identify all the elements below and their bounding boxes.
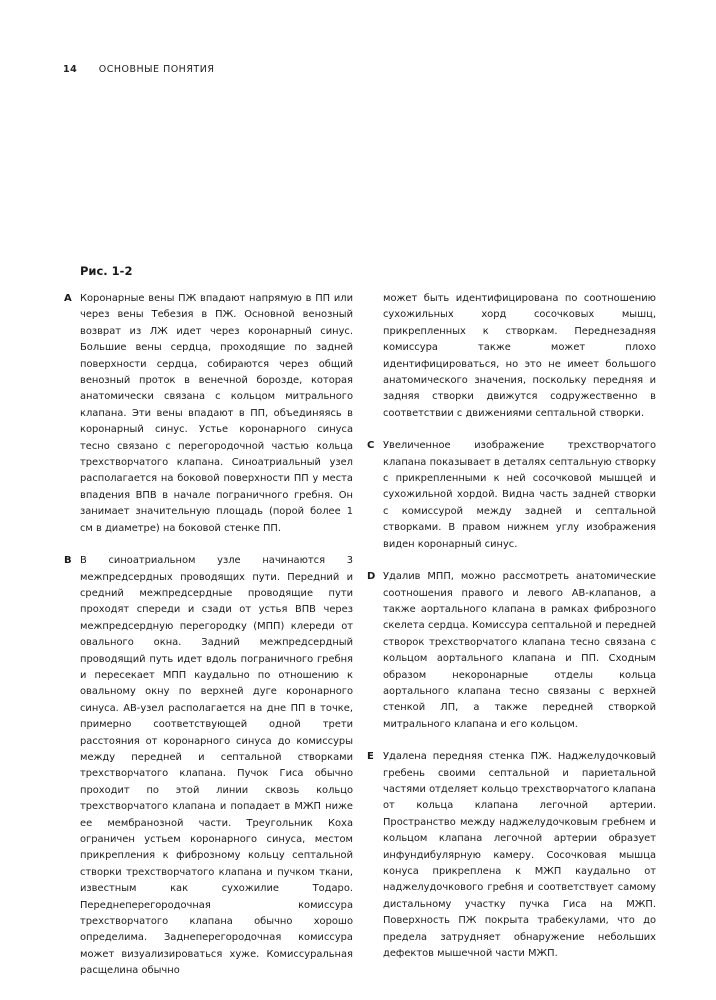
page-number: 14 xyxy=(63,64,78,75)
paragraph-text: В синоатриальном узле начинаются 3 межпредсердных проводящих пути. Передний и средний межпредсердные проводящие пути проходят спереди и сзади от устья ВПВ через межпредсердную перегородку (МПП) клереди от овального окна. Задний межпредсердный проводящий путь идет вдоль пограничного гребня и пересекает МПП каудально по отношению к овальному окну по верхней дуге коронарного синуса. АВ-узел располагается на дне ПП в точке, примерно соответствующей одной трети расстояния от коронарного синуса до комиссуры между передней и септальной створками трехстворчатого клапана. Пучок Гиса обычно проходит по этой линии сквозь кольцо трехстворчатого клапана и попадает в МЖП ниже ее мембранозной части. Треугольник Коха ограничен устьем коронарного синуса, местом прикрепления к фиброзному кольцу септальной створки трехстворчатого клапана и пучком ткани, известным как сухожилие Тодаро. Переднеперегородочная комиссура трехстворчатого клапана обычно хорошо определима. Заднеперегородочная комиссура может визуализироваться хуже. Комиссуральная расщелина обычно xyxy=(80,555,353,977)
paragraph-letter: E xyxy=(367,751,374,763)
section-title: ОСНОВНЫЕ ПОНЯТИЯ xyxy=(98,64,215,75)
paragraph-c xyxy=(367,438,656,553)
page-header xyxy=(63,64,214,75)
paragraph-letter: A xyxy=(64,293,72,304)
paragraph-text: Увеличенное изображение трехстворчатого клапана показывает в деталях септальную створку с прикрепленными к ней сосочковой мышцей и сухожильной хордой. Видна часть задней створки с комиссурой между задней и септальной створками. В правом нижнем углу изображения виден коронарный синус. xyxy=(383,440,656,550)
paragraph-text: Коронарные вены ПЖ впадают напрямую в ПП или через вены Тебезия в ПЖ. Основной венозный возврат из ЛЖ идет через коронарный синус. Большие вены сердца, проходящие по задней поверхности сердца, собираются через общий венозный проток в венечной борозде, которая анатомически связана с кольцом митрального клапана. Эти вены впадают в ПП, объединяясь в коронарный синус. Устье коронарного синуса тесно связано с перегородочной частью кольца трехстворчатого клапана. Синоатриальный узел располагается на боковой поверхности ПП у места впадения ВПВ в начале пограничного гребня. Он занимает значительную площадь (порой более 1 см в диаметре) на боковой стенке ПП. xyxy=(80,293,353,534)
paragraph-text: может быть идентифицирована по соотношению сухожильных хорд сосочковых мышц, прикрепленных к створкам. Переднезадняя комиссура также может плохо идентифицироваться, но это не имеет большого анатомического значения, поскольку передняя и задняя створки движутся содружественно в соответствии с движениями септальной створки. xyxy=(383,293,656,419)
paragraph-a xyxy=(64,291,353,537)
paragraph-letter: D xyxy=(367,571,376,583)
paragraph-letter: C xyxy=(367,440,375,452)
right-column xyxy=(367,291,656,978)
left-column xyxy=(64,291,353,996)
paragraph-b-continued xyxy=(383,291,656,422)
paragraph-text: Удалена передняя стенка ПЖ. Наджелудочковый гребень своими септальной и париетальной частями отделяет кольцо трехстворчатого клапана от кольца клапана легочной артерии. Пространство между наджелудочковым гребнем и кольцом клапана легочной артерии образует инфундибулярную камеру. Сосочковая мышца конуса прикреплена к МЖП каудально от наджелудочкового гребня и соответствует самому дистальному участку пучка Гиса на МЖП. Поверхность ПЖ покрыта трабекулами, что до предела затрудняет обнаружение небольших дефектов мышечной части МЖП. xyxy=(383,751,656,960)
paragraph-b xyxy=(64,553,353,980)
paragraph-d xyxy=(367,569,656,733)
paragraph-e xyxy=(367,749,656,962)
figure-title: Рис. 1-2 xyxy=(80,264,133,278)
paragraph-text: Удалив МПП, можно рассмотреть анатомические соотношения правого и левого АВ-клапанов, а также аортального клапана в рамках фиброзного скелета сердца. Комиссура септальной и передней створок трехстворчатого клапана тесно связана с кольцом аортального клапана и ПП. Сходным образом некоронарные отделы кольца аортального клапана тесно связаны с верхней стенкой ЛП, а также передней створкой митрального клапана и его кольцом. xyxy=(383,571,656,730)
paragraph-letter: B xyxy=(64,555,72,567)
